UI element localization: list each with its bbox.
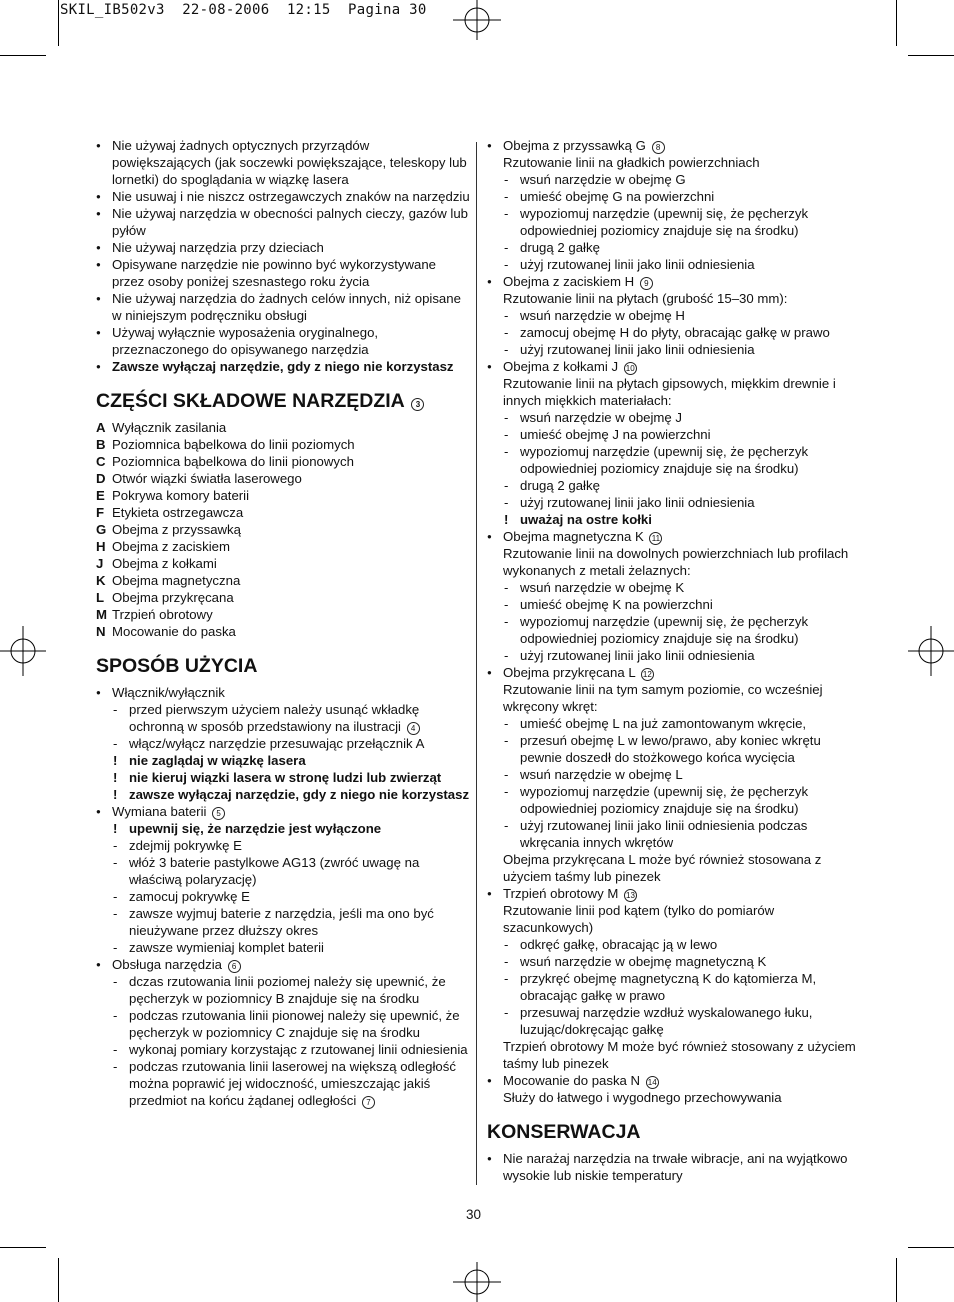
figure-ref: 6 [228,960,241,973]
list-item: - włącz/wyłącz narzędzie przesuwając przełącznik A [96,735,471,752]
list-item: ● Używaj wyłącznie wyposażenia oryginalnego, przeznaczonego do opisywanego narzędzia [96,324,471,358]
list-item: ● Nie narażaj narzędzia na trwałe wibracje, ani na wyjątkowo wysokie lub niskie temperatury [487,1150,857,1184]
list-item: - umieść obejmę L na już zamontowanym wkręcie, [487,715,857,732]
list-item: - zawsze wyjmuj baterie z narzędzia, jeśli ma ono być nieużywane przez dłuższy okres [96,905,471,939]
list-item: - odkręć gałkę, obracając ją w lewo [487,936,857,953]
list-item: ● Obejma przykręcana L 12 [487,664,857,681]
list-item: ● Opisywane narzędzie nie powinno być wykorzystywane przez osoby poniżej szesnastego roku życia [96,256,471,290]
list-item: ● Włącznik/wyłącznik [96,684,471,701]
list-item: - przykręć obejmę magnetyczną K do kątomierza M, obracając gałkę w prawo [487,970,857,1004]
paragraph: Rzutowanie linii na płytach gipsowych, miękkim drewnie i innych miękkich materiałach: [503,376,836,408]
list-item: - drugą 2 gałkę [487,477,857,494]
list-item: - przesuwaj narzędzie wzdłuż wyskalowanego łuku, luzując/dokręcając gałkę [487,1004,857,1038]
list-item: - wykonaj pomiary korzystając z rzutowanej linii odniesienia [96,1041,471,1058]
paragraph: Rzutowanie linii na dowolnych powierzchniach lub profilach wykonanych z metali żelaznych: [503,546,849,578]
list-item: N Mocowanie do paska [96,624,236,639]
list-item: - umieść obejmę K na powierzchni [487,596,857,613]
paragraph: Rzutowanie linii na tym samym poziomie, co wcześniej wkręcony wkręt: [503,682,823,714]
warning-item: ! nie kieruj wiązki lasera w stronę ludzi lub zwierząt [96,769,471,786]
figure-ref: 3 [411,398,424,411]
crop-mark [908,1247,954,1248]
paragraph: Rzutowanie linii na płytach (grubość 15–30 mm): [503,291,788,306]
crop-mark [908,55,954,56]
warning-item: ! zawsze wyłączaj narzędzie, gdy z niego nie korzystasz [96,786,471,803]
list-item: ● Mocowanie do paska N 14 [487,1072,857,1089]
list-item: ● Nie używaj żadnych optycznych przyrządów powiększających (jak soczewki powiększające, teleskopy lub lornetki) do spoglądania w wiązkę lasera [96,137,471,188]
list-item: - wsuń narzędzie w obejmę G [487,171,857,188]
crop-mark [896,1258,897,1302]
list-item: H Obejma z zaciskiem [96,539,230,554]
list-item: ● Obsługa narzędzia 6 [96,956,471,973]
document-header: SKIL_IB502v3 22-08-2006 12:15 Pagina 30 [60,2,427,18]
list-item: K Obejma magnetyczna [96,573,241,588]
list-item: - zawsze wymieniaj komplet baterii [96,939,471,956]
list-item: - wsuń narzędzie w obejmę J [487,409,857,426]
list-item: B Poziomnica bąbelkowa do linii poziomych [96,437,355,452]
list-item: G Obejma z przyssawką [96,522,241,537]
figure-ref: 12 [641,668,654,681]
paragraph: Obejma przykręcana L może być również stosowana z użyciem taśmy lub pinezek [503,852,822,884]
list-item: ● Nie używaj narzędzia przy dzieciach [96,239,471,256]
list-item: D Otwór wiązki światła laserowego [96,471,302,486]
list-item: - podczas rzutowania linii pionowej należy się upewnić, że pęcherzyk w poziomnicy C znajduje się na środku [96,1007,471,1041]
figure-ref: 13 [624,889,637,902]
crop-mark [58,1258,59,1302]
crop-mark [0,55,46,56]
list-item: C Poziomnica bąbelkowa do linii pionowych [96,454,354,469]
list-item: - użyj rzutowanej linii jako linii odniesienia podczas wkręcania innych wkrętów [487,817,857,851]
list-item: - drugą 2 gałkę [487,239,857,256]
list-item: L Obejma przykręcana [96,590,234,605]
list-item: F Etykieta ostrzegawcza [96,505,244,520]
list-item: - umieść obejmę J na powierzchni [487,426,857,443]
registration-mark-icon [453,0,501,40]
warning-item: ! nie zaglądaj w wiązkę lasera [96,752,471,769]
list-item: - wsuń narzędzie w obejmę L [487,766,857,783]
figure-ref: 8 [652,141,665,154]
crop-mark [896,0,897,46]
registration-mark-icon [453,1262,501,1302]
paragraph: Trzpień obrotowy M może być również stosowany z użyciem taśmy lub pinezek [503,1039,856,1071]
list-item: E Pokrywa komory baterii [96,488,250,503]
paragraph: Rzutowanie linii na gładkich powierzchniach [503,155,760,170]
figure-ref: 5 [212,807,225,820]
figure-ref: 10 [624,362,637,375]
list-item: - użyj rzutowanej linii jako linii odniesienia [487,494,857,511]
section-heading: SPOSÓB UŻYCIA [96,655,258,677]
list-item: - przed pierwszym użyciem należy usunąć wkładkę ochronną w sposób przedstawiony na ilustracji 4 [96,701,471,735]
list-item: - umieść obejmę G na powierzchni [487,188,857,205]
list-item: - wypoziomuj narzędzie (upewnij się, że pęcherzyk odpowiedniej poziomicy znajduje się na środku) [487,613,857,647]
list-item: ● Nie używaj narzędzia do żadnych celów innych, niż opisane w niniejszym podręczniku obsługi [96,290,471,324]
list-item: ● Obejma z zaciskiem H 9 [487,273,857,290]
list-item: ● Wymiana baterii 5 [96,803,471,820]
list-item: ● Obejma z przyssawką G 8 [487,137,857,154]
registration-mark-icon [908,626,954,676]
list-item: - wypoziomuj narzędzie (upewnij się, że pęcherzyk odpowiedniej poziomicy znajduje się na środku) [487,783,857,817]
section-heading: CZĘŚCI SKŁADOWE NARZĘDZIA 3 [96,389,471,413]
list-item: - użyj rzutowanej linii jako linii odniesienia [487,647,857,664]
paragraph: Służy do łatwego i wygodnego przechowywania [503,1090,782,1105]
list-item: - użyj rzutowanej linii jako linii odniesienia [487,256,857,273]
list-item: - wsuń narzędzie w obejmę magnetyczną K [487,953,857,970]
list-item: ● Trzpień obrotowy M 13 [487,885,857,902]
list-item: - włóż 3 baterie pastylkowe AG13 (zwróć uwagę na właściwą polaryzację) [96,854,471,888]
list-item: - przesuń obejmę L w lewo/prawo, aby koniec wkrętu pewnie doszedł do stożkowego końca wycięcia [487,732,857,766]
list-item: J Obejma z kołkami [96,556,217,571]
figure-ref: 9 [640,277,653,290]
crop-mark [0,1247,46,1248]
list-item: A Wyłącznik zasilania [96,420,227,435]
list-item: - wsuń narzędzie w obejmę H [487,307,857,324]
list-item: - podczas rzutowania linii laserowej na większą odległość można poprawić jej widoczność, umieszczając jakiś przedmiot na końcu żądanej odległości 7 [96,1058,471,1109]
list-item: - zdejmij pokrywkę E [96,837,471,854]
list-item: ● Zawsze wyłączaj narzędzie, gdy z niego nie korzystasz [96,358,471,375]
list-item: M Trzpień obrotowy [96,607,213,622]
list-item: ● Nie używaj narzędzia w obecności palnych cieczy, gazów lub pyłów [96,205,471,239]
registration-mark-icon [0,626,46,676]
figure-ref: 7 [362,1096,375,1109]
right-column [487,137,857,1184]
list-item: ● Nie usuwaj i nie niszcz ostrzegawczych znaków na narzędziu [96,188,471,205]
crop-mark [58,0,59,46]
list-item: - użyj rzutowanej linii jako linii odniesienia [487,341,857,358]
section-heading: KONSERWACJA [487,1121,641,1143]
warning-item: ! upewnij się, że narzędzie jest wyłączone [96,820,471,837]
left-column [96,137,471,1109]
page-number: 30 [466,1207,482,1222]
warning-item: ! uważaj na ostre kołki [487,511,857,528]
list-item: - dczas rzutowania linii poziomej należy się upewnić, że pęcherzyk w poziomnicy B znajduje się na środku [96,973,471,1007]
list-item: - wsuń narzędzie w obejmę K [487,579,857,596]
list-item: - wypoziomuj narzędzie (upewnij się, że pęcherzyk odpowiedniej poziomicy znajduje się na środku) [487,443,857,477]
figure-ref: 14 [646,1076,659,1089]
figure-ref: 4 [407,722,420,735]
list-item: - zamocuj pokrywkę E [96,888,471,905]
list-item: ● Obejma magnetyczna K 11 [487,528,857,545]
list-item: ● Obejma z kołkami J 10 [487,358,857,375]
list-item: - zamocuj obejmę H do płyty, obracając gałkę w prawo [487,324,857,341]
list-item: - wypoziomuj narzędzie (upewnij się, że pęcherzyk odpowiedniej poziomicy znajduje się na środku) [487,205,857,239]
figure-ref: 11 [649,532,662,545]
column-divider [476,142,477,1185]
paragraph: Rzutowanie linii pod kątem (tylko do pomiarów szacunkowych) [503,903,775,935]
